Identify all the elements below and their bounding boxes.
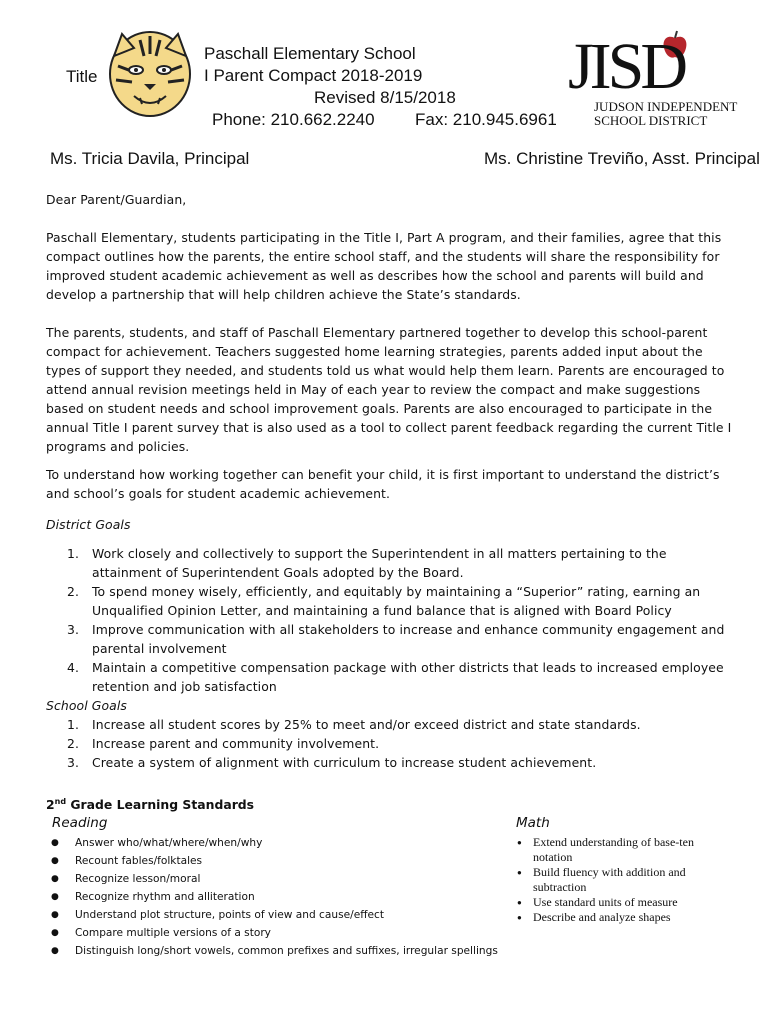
school-goals-list: [46, 715, 736, 772]
fax-number: Fax: 210.945.6961: [415, 110, 557, 129]
list-text: Increase parent and community involvement.: [92, 736, 380, 751]
list-item: [46, 734, 736, 753]
standards-heading-text: Grade Learning Standards: [66, 797, 255, 813]
list-item: ● Recognize lesson/moral: [46, 870, 526, 888]
paragraph-intro: Paschall Elementary, students participating in the Title I, Part A program, and their families, agree that this compact outlines how the parents, the entire school staff, and the students will share the responsibility for improved student academic achievement as well as describes how the school and parents will build and develop a partnership that will help children achieve the State’s standards.: [46, 230, 722, 302]
title-label: Title: [66, 67, 98, 86]
list-item: ● Distinguish long/short vowels, common prefixes and suffixes, irregular spellings: [46, 942, 526, 960]
math-standards-list: [517, 835, 717, 925]
standards-heading: [46, 797, 254, 812]
asst-principal-name: Ms. Christine Treviño, Asst. Principal: [484, 149, 760, 168]
list-item: ● Extend understanding of base-ten notation: [517, 835, 717, 865]
list-number: 2.: [67, 736, 80, 751]
school-goals-heading: School Goals: [46, 698, 127, 713]
list-number: 3.: [67, 755, 80, 770]
list-item: [46, 658, 736, 696]
reading-heading: Reading: [52, 815, 108, 831]
list-item: [46, 620, 736, 658]
paragraph-development: The parents, students, and staff of Paschall Elementary partnered together to develop this school-parent compact for achievement. Teachers suggested home learning strategies, parents added input about the types of support they needed, and students told us what would help them learn. Parents are encouraged to attend annual revision meetings held in May of each year to review the compact and make suggestions based on student needs and school improvement goals. Parents are also encouraged to participate in the annual Title I parent survey that is also used as a tool to collect parent feedback regarding the current Title I programs and policies.: [46, 325, 732, 454]
tiger-logo: [104, 26, 196, 118]
list-number: 1.: [67, 546, 80, 561]
list-text: To spend money wisely, efficiently, and equitably by maintaining a “Superior” rating, earning an Unqualified Opinion Letter, and maintaining a fund balance that is aligned with Board Policy: [92, 584, 701, 618]
list-number: 3.: [67, 622, 80, 637]
school-name: Paschall Elementary School: [204, 44, 416, 63]
district-goals-list: [46, 544, 736, 696]
revised-date: Revised 8/15/2018: [314, 88, 456, 107]
paragraph-goals-intro: To understand how working together can benefit your child, it is first important to understand the district’s and school’s goals for student academic achievement.: [46, 467, 720, 501]
list-text: Increase all student scores by 25% to meet and/or exceed district and state standards.: [92, 717, 641, 732]
phone-number: Phone: 210.662.2240: [212, 110, 375, 129]
list-item: [46, 582, 736, 620]
logo-letters: JISD: [568, 30, 685, 103]
list-item: ● Compare multiple versions of a story: [46, 924, 526, 942]
reading-standards-list: [46, 834, 526, 960]
letter-body: [46, 190, 736, 772]
jisd-logo: [568, 30, 738, 128]
list-item: ● Understand plot structure, points of view and cause/effect: [46, 906, 526, 924]
list-item: ● Use standard units of measure: [517, 895, 717, 910]
principal-name: Ms. Tricia Davila, Principal: [50, 149, 250, 168]
list-text: Maintain a competitive compensation package with other districts that leads to increased employee retention and job satisfaction: [92, 660, 724, 694]
compact-title: I Parent Compact 2018-2019: [204, 66, 423, 85]
list-text: Work closely and collectively to support the Superintendent in all matters pertaining to the attainment of Superintendent Goals adopted by the Board.: [92, 546, 667, 580]
list-item: [46, 715, 736, 734]
list-item: [46, 544, 736, 582]
district-goals-heading: District Goals: [46, 517, 131, 532]
grade-number: 2: [46, 797, 55, 813]
list-item: [46, 753, 736, 772]
district-name-line2: SCHOOL DISTRICT: [594, 113, 708, 128]
list-item: ● Recount fables/folktales: [46, 852, 526, 870]
list-number: 4.: [67, 660, 80, 675]
salutation: Dear Parent/Guardian,: [46, 192, 187, 207]
list-item: ● Recognize rhythm and alliteration: [46, 888, 526, 906]
list-item: ● Build fluency with addition and subtraction: [517, 865, 717, 895]
list-text: Improve communication with all stakeholders to increase and enhance community engagement and parental involvement: [92, 622, 725, 656]
list-text: Create a system of alignment with curriculum to increase student achievement.: [92, 755, 597, 770]
district-name-line1: JUDSON INDEPENDENT: [594, 99, 738, 114]
list-item: ● Describe and analyze shapes: [517, 910, 717, 925]
grade-suffix: nd: [54, 797, 67, 806]
list-number: 1.: [67, 717, 80, 732]
list-number: 2.: [67, 584, 80, 599]
math-heading: Math: [516, 815, 550, 831]
list-item: ● Answer who/what/where/when/why: [46, 834, 526, 852]
